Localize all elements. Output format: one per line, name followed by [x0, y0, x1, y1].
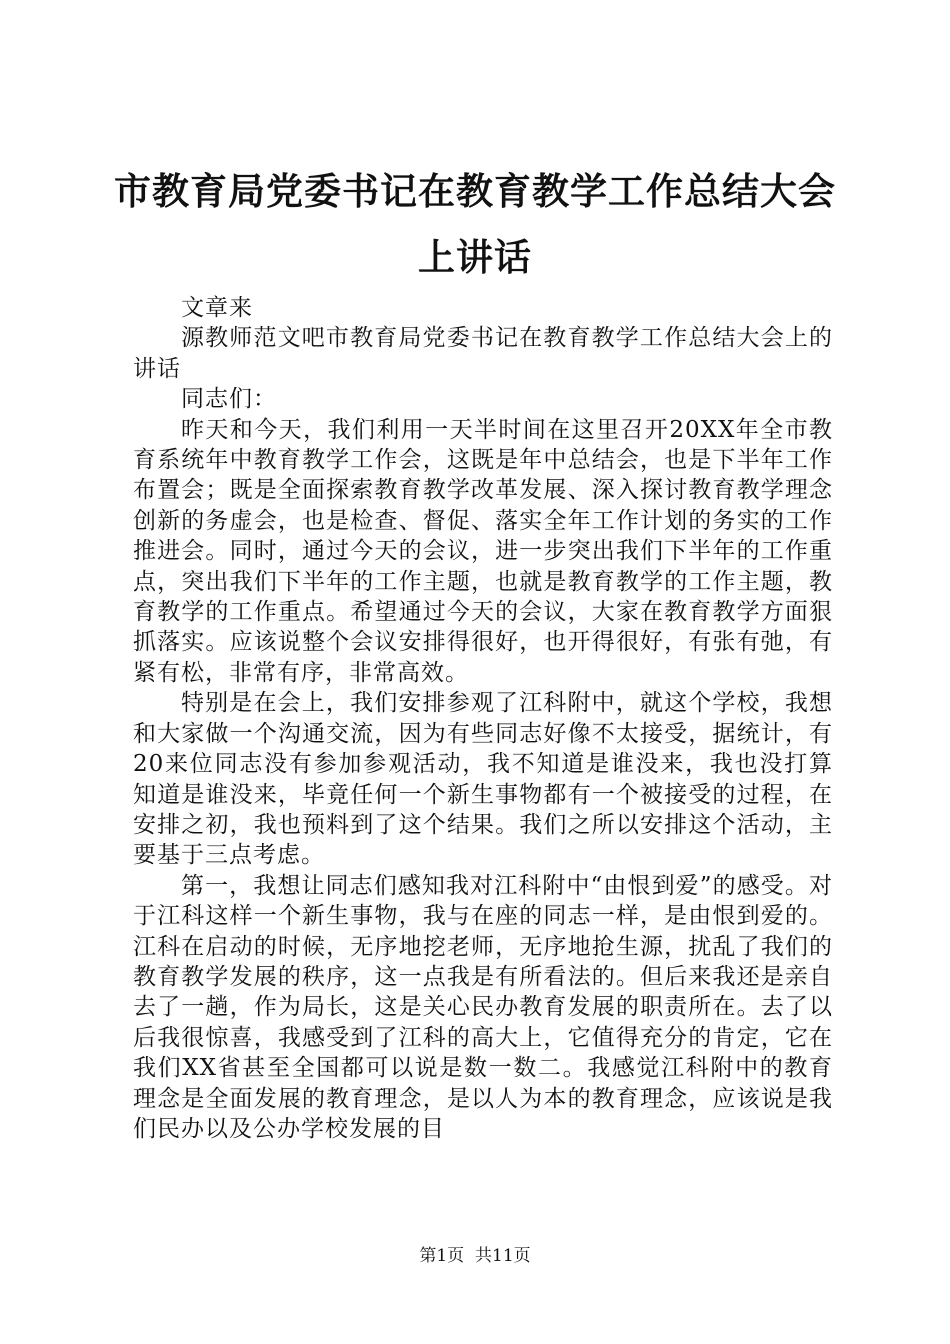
page-footer — [0, 1245, 950, 1267]
document-body — [133, 293, 833, 1144]
document-title: 市教育局党委书记在教育教学工作总结大会上讲话 — [114, 169, 836, 279]
paragraph-salutation: 同志们： — [181, 386, 277, 413]
paragraph-visit: 特别是在会上，我们安排参观了江科附中，就这个学校，我想和大家做一个沟通交流，因为有些同志好像不太接受，据统计，有20来位同志没有参加参观活动，我不知道是谁没来，我也没打算知道是谁没来，毕竟任何一个新生事物都有一个被接受的过程，在安排之初，我也预料到了这个结果。我们之所以安排这个活动，主要基于三点考虑。 — [133, 690, 833, 869]
page-total: 共11页 — [475, 1246, 531, 1266]
page-number: 第1页 — [419, 1246, 465, 1266]
paragraph-source-prefix: 文章来 — [181, 295, 253, 321]
paragraph-source: 源教师范文吧市教育局党委书记在教育教学工作总结大会上的讲话 — [133, 325, 833, 382]
paragraph-intro: 昨天和今天，我们利用一天半时间在这里召开20XX年全市教育系统年中教育教学工作会，这既是年中总结会，也是下半年工作布置会；既是全面探索教育教学改革发展、深入探讨教育教学理念创新的务虚会，也是检查、督促、落实全年工作计划的务实的工作推进会。同时，通过今天的会议，进一步突出我们下半年的工作重点，突出我们下半年的工作主题，也就是教育教学的工作主题，教育教学的工作重点。希望通过今天的会议，大家在教育教学方面狠抓落实。应该说整个会议安排得很好，也开得很好，有张有弛，有紧有松，非常有序，非常高效。 — [133, 416, 833, 686]
paragraph-first-point: 第一，我想让同志们感知我对江科附中“由恨到爱”的感受。对于江科这样一个新生事物，我与在座的同志一样，是由恨到爱的。江科在启动的时候，无序地挖老师，无序地抢生源，扰乱了我们的教育教学发展的秩序，这一点我是有所看法的。但后来我还是亲自去了一趟，作为局长，这是关心民办教育发展的职责所在。去了以后我很惊喜，我感受到了江科的高大上，它值得充分的肯定，它在我们XX省甚至全国都可以说是数一数二。我感觉江科附中的教育理念是全面发展的教育理念，是以人为本的教育理念，应该说是我们民办以及公办学校发展的目 — [133, 872, 833, 1142]
